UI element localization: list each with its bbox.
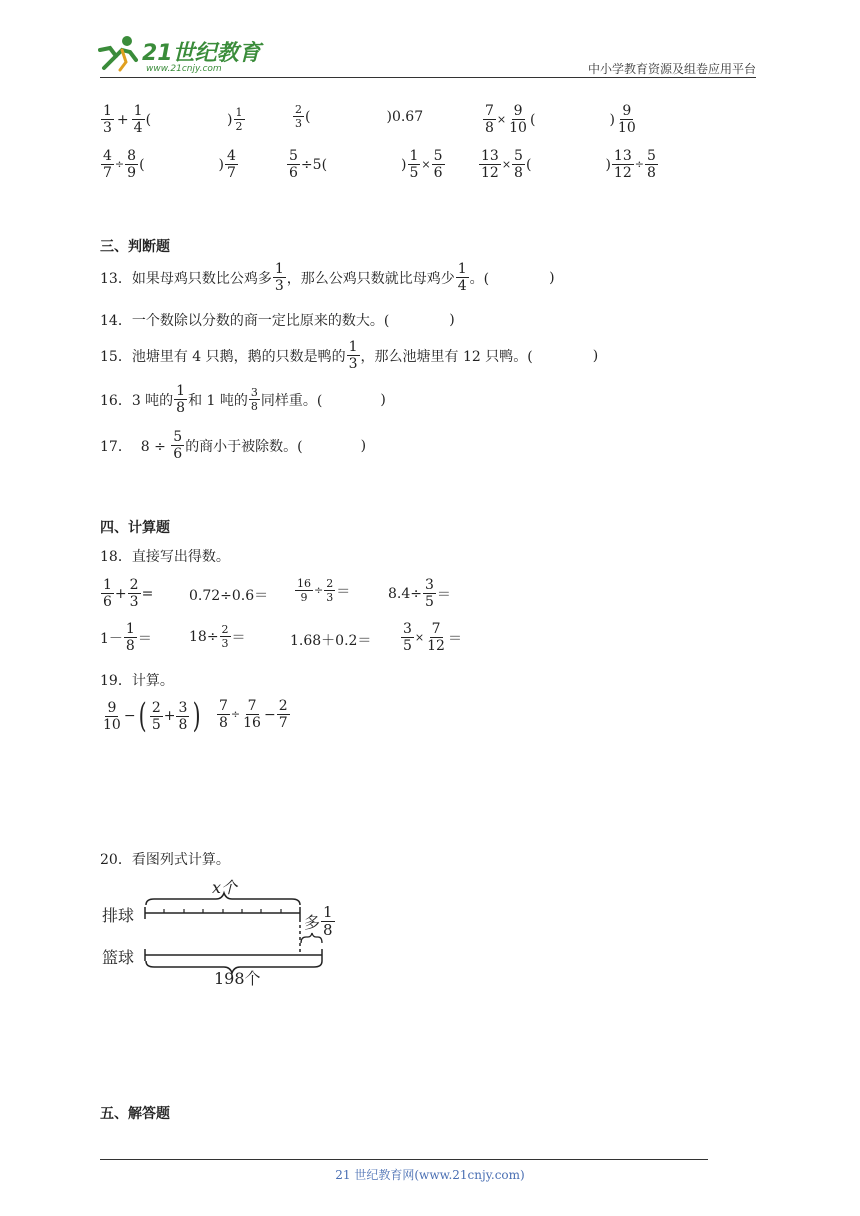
fraction-denominator: 9 — [127, 165, 137, 181]
fraction-numerator: 9 — [622, 103, 632, 119]
fraction-numerator: 7 — [219, 698, 228, 714]
fraction — [220, 624, 231, 649]
fraction-denominator: 3 — [348, 356, 358, 372]
compare-item: $\frac{7}{8}$ × $\frac{9}{10}$ ( ) $\frac{9}{10}$ — [485, 103, 636, 136]
fraction-denominator: 7 — [278, 715, 288, 731]
question-18-title: 18．直接写出得数。 — [100, 549, 230, 565]
fraction — [128, 578, 141, 609]
fraction-denominator: 3 — [221, 637, 229, 650]
fraction — [483, 104, 496, 135]
fraction-numerator: 5 — [173, 429, 183, 445]
question-16: 16．3 吨的 $\frac{1}{8}$ 和 1 吨的 $\frac{3}{8}$ 同样重。( ) — [100, 383, 386, 416]
fraction-denominator: 2 — [235, 120, 243, 133]
fraction-numerator: 4 — [103, 148, 112, 164]
section-title: 三、判断题 — [100, 239, 170, 255]
calc-item: $\frac{3}{5}$ × $\frac{7}{12}$ ＝ — [403, 621, 462, 654]
fraction-numerator: 5 — [433, 148, 443, 164]
fraction-denominator: 3 — [103, 120, 112, 136]
fraction-numerator: 1 — [457, 261, 467, 277]
calc-item: 1.68＋0.2＝ — [290, 633, 372, 649]
calc-item: 1－ $\frac{1}{8}$ ＝ — [100, 621, 152, 654]
fraction — [277, 699, 290, 730]
fraction — [423, 578, 436, 609]
fraction — [479, 149, 501, 180]
fraction-denominator: 4 — [457, 278, 467, 294]
question-13: 13．如果母鸡只数比公鸡多 $\frac{1}{3}$ ，那么公鸡只数就比母鸡少 $\frac{1}{4}$ 。( ) — [100, 261, 555, 294]
fraction-denominator: 5 — [425, 594, 434, 610]
fraction — [616, 104, 638, 135]
fraction-numerator: 13 — [613, 148, 632, 164]
fraction — [456, 262, 469, 293]
fraction-denominator: 8 — [514, 165, 523, 181]
header-logo — [96, 34, 266, 78]
fraction — [321, 905, 335, 938]
footer-rule — [100, 1159, 708, 1160]
fraction-denominator: 3 — [326, 591, 334, 604]
fraction-denominator: 6 — [289, 165, 298, 181]
logo-main-text: 21世纪教育 — [142, 41, 261, 66]
calc-item: 0.72÷0.6＝ — [189, 588, 269, 604]
header-platform-text: 中小学教育资源及组卷应用平台 — [587, 62, 756, 76]
fraction-denominator: 16 — [243, 715, 261, 731]
fraction — [124, 622, 137, 653]
fraction-denominator: 8 — [178, 716, 188, 733]
line-segment-diagram — [100, 875, 350, 988]
fraction-numerator: 3 — [403, 621, 412, 637]
question-20-title: 20．看图列式计算。 — [100, 852, 230, 868]
fraction-denominator: 9 — [300, 591, 308, 604]
diagram-label-basketball: 篮球 — [102, 948, 135, 967]
fraction-numerator: 13 — [481, 148, 499, 164]
footer-text: 21 世纪教育网(www.21cnjy.com) — [335, 1168, 525, 1182]
fraction-numerator: 1 — [125, 621, 135, 637]
fraction-denominator: 5 — [151, 716, 161, 733]
fraction-numerator: 2 — [295, 103, 302, 116]
fraction-denominator: 5 — [403, 638, 412, 654]
fraction-numerator: 1 — [103, 103, 112, 119]
fraction — [125, 149, 138, 180]
fraction — [241, 699, 263, 730]
fraction — [425, 622, 447, 653]
section-title: 五、解答题 — [100, 1106, 170, 1122]
fraction-denominator: 8 — [176, 400, 186, 416]
fraction-numerator: 2 — [129, 577, 139, 593]
fraction-numerator: 7 — [247, 698, 257, 714]
fraction-denominator: 7 — [103, 165, 112, 181]
fraction-denominator: 8 — [125, 638, 135, 654]
fraction-denominator: 10 — [103, 716, 121, 733]
fraction — [612, 149, 634, 180]
fraction-denominator: 12 — [427, 638, 445, 654]
question-15: 15．池塘里有 4 只鹅，鹅的只数是鸭的 $\frac{1}{3}$ ，那么池塘里有 12 只鸭。( ) — [100, 339, 599, 372]
fraction-numerator: 2 — [221, 623, 229, 636]
fraction-numerator: 5 — [289, 148, 298, 164]
fraction — [150, 701, 163, 732]
fraction-denominator: 10 — [617, 120, 636, 136]
right-paren: ) — [193, 696, 202, 736]
fraction-numerator: 5 — [646, 148, 656, 164]
fraction — [295, 578, 313, 603]
compare-item: $\frac{13}{12}$ × $\frac{5}{8}$ ( ) $\frac{13}{12}$ ÷ $\frac{5}{8}$ — [481, 148, 656, 181]
fraction-denominator: 4 — [133, 120, 143, 136]
fraction — [512, 149, 525, 180]
fraction — [171, 430, 184, 461]
compare-item: $\frac{2}{3}$ ( ) 0.67 — [295, 103, 424, 130]
diagram-label-more: 多 $\frac{1}{8}$ — [304, 903, 333, 939]
fraction-numerator: 5 — [514, 148, 523, 164]
fraction — [432, 149, 445, 180]
fraction — [347, 340, 360, 371]
fraction-numerator: 16 — [297, 577, 311, 590]
fraction-numerator: 3 — [178, 699, 188, 716]
fraction — [101, 149, 114, 180]
header-rule — [100, 77, 756, 78]
calc-item: 18÷ $\frac{2}{3}$ ＝ — [189, 623, 246, 650]
fraction-numerator: 4 — [227, 148, 236, 164]
diagram-label-top: x个 — [212, 878, 238, 897]
fraction-denominator: 8 — [219, 715, 228, 731]
fraction-numerator: 3 — [425, 577, 434, 593]
fraction-denominator: 8 — [250, 400, 258, 413]
fraction-numerator: 1 — [409, 148, 419, 164]
left-paren: ( — [138, 696, 147, 736]
fraction — [101, 701, 123, 732]
fraction — [225, 149, 238, 180]
fraction-denominator: 3 — [295, 117, 302, 130]
compare-item: $\frac{4}{7}$ ÷ $\frac{8}{9}$ ( ) $\frac{4}{7}$ — [103, 148, 236, 181]
fraction — [408, 149, 421, 180]
fraction-denominator: 3 — [274, 278, 284, 294]
diagram-label-bottom: 198个 — [214, 969, 261, 988]
question-19-title: 19．计算。 — [100, 673, 174, 689]
fraction — [645, 149, 658, 180]
calc-expression: $\frac{7}{8}$ ÷ $\frac{7}{16}$ − $\frac{2}{7}$ — [219, 698, 288, 731]
compare-item: $\frac{1}{3}$ + $\frac{1}{4}$ ( ) $\frac{1}{2}$ — [103, 103, 243, 136]
fraction-denominator: 8 — [646, 165, 656, 181]
diagram-label-volleyball: 排球 — [102, 906, 135, 925]
fraction — [249, 387, 260, 412]
calc-item: $\frac{16}{9}$ ÷ $\frac{2}{3}$ ＝ — [297, 577, 351, 604]
runner-logo-icon — [96, 34, 142, 74]
fraction-denominator: 12 — [613, 165, 632, 181]
fraction-denominator: 5 — [409, 165, 419, 181]
fraction-denominator: 6 — [433, 165, 443, 181]
fraction-numerator: 2 — [278, 698, 288, 714]
fraction — [174, 384, 187, 415]
calc-expression: $\frac{9}{10}$ − ( $\frac{2}{5}$ + $\frac{3}{8}$ ) — [103, 696, 202, 736]
fraction — [287, 149, 300, 180]
fraction-numerator: 9 — [107, 699, 117, 716]
fraction-numerator: 1 — [274, 261, 284, 277]
fraction-numerator: 1 — [323, 903, 333, 921]
fraction-numerator: 9 — [513, 103, 523, 119]
fraction — [273, 262, 286, 293]
question-14: 14．一个数除以分数的商一定比原来的数大。( ) — [100, 312, 455, 329]
fraction-numerator: 1 — [348, 339, 358, 355]
fraction-numerator: 7 — [485, 103, 494, 119]
fraction — [401, 622, 414, 653]
fraction-numerator: 1 — [176, 383, 186, 399]
fraction — [234, 107, 245, 132]
section-title: 四、计算题 — [100, 520, 170, 536]
fraction-numerator: 2 — [151, 699, 161, 716]
fraction-numerator: 1 — [133, 103, 143, 119]
fraction-numerator: 2 — [326, 577, 334, 590]
fraction — [101, 104, 114, 135]
fraction — [132, 104, 145, 135]
logo-sub-text: www.21cnjy.com — [146, 64, 222, 74]
fraction — [324, 578, 335, 603]
fraction — [176, 701, 189, 732]
fraction-denominator: 6 — [103, 594, 112, 610]
calc-item: 8.4÷ $\frac{3}{5}$ ＝ — [388, 577, 451, 610]
fraction-denominator: 8 — [323, 921, 333, 939]
fraction-denominator: 12 — [481, 165, 499, 181]
fraction-denominator: 10 — [509, 120, 527, 136]
fraction-numerator: 7 — [431, 621, 441, 637]
question-17: 17． 8 ÷ $\frac{5}{6}$ 的商小于被除数。( ) — [100, 429, 367, 462]
fraction-denominator: 3 — [129, 594, 139, 610]
fraction-denominator: 8 — [485, 120, 494, 136]
fraction-numerator: 3 — [250, 386, 258, 399]
fraction — [293, 104, 304, 129]
fraction — [101, 578, 114, 609]
calc-item: $\frac{1}{6}$ + $\frac{2}{3}$ = — [103, 577, 154, 610]
fraction-numerator: 1 — [235, 106, 243, 119]
fraction — [217, 699, 230, 730]
compare-item: $\frac{5}{6}$ ÷5 ( ) $\frac{1}{5}$ × $\frac{5}{6}$ — [289, 148, 443, 181]
fraction-numerator: 1 — [103, 577, 112, 593]
fraction — [507, 104, 529, 135]
fraction-denominator: 6 — [173, 446, 183, 462]
fraction-denominator: 7 — [227, 165, 236, 181]
fraction-numerator: 8 — [127, 148, 137, 164]
